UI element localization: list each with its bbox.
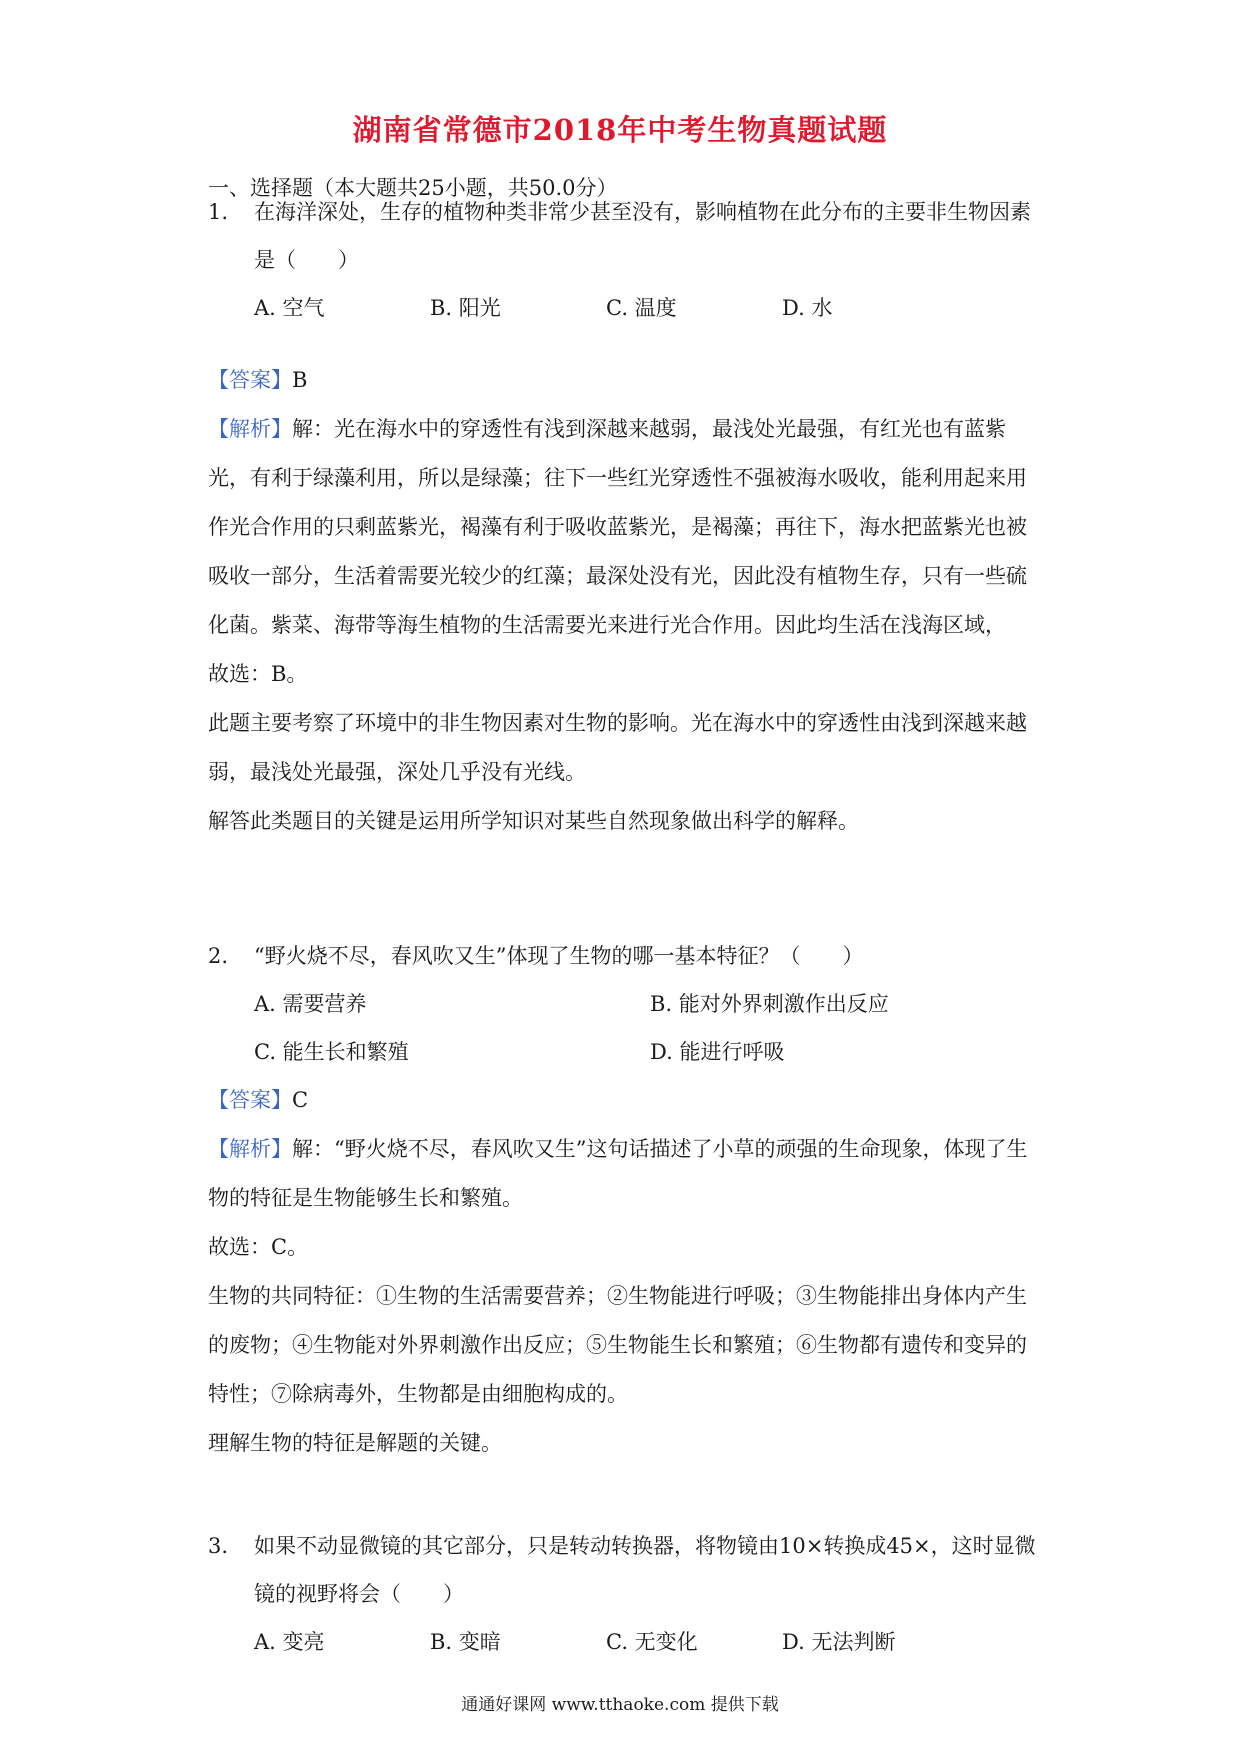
option-a: A. 空气 (254, 296, 325, 320)
answer-label: 【答案】 (208, 1088, 292, 1112)
question-number: 1. (208, 200, 229, 224)
option-b: B. 能对外界刺激作出反应 (650, 992, 889, 1016)
note-paragraph: 解答此类题目的关键是运用所学知识对某些自然现象做出科学的解释。 (208, 809, 859, 833)
option-b: B. 变暗 (430, 1630, 501, 1654)
answer-label: 【答案】 (208, 368, 292, 392)
question-1 (208, 188, 1038, 332)
question-number: 2. (208, 944, 229, 968)
analysis-label: 【解析】 (208, 1137, 292, 1161)
analysis-text: 【解析】解：光在海水中的穿透性有浅到深越来越弱，最浅处光最强，有红光也有蓝紫光，有利于绿藻利用，所以是绿藻；往下一些红光穿透性不强被海水吸收，能利用起来用作光合作用的只剩蓝紫光，褐藻有利于吸收蓝紫光，是褐藻；再往下，海水把蓝紫光也被吸收一部分，生活着需要光较少的红藻；最深处没有光，因此没有植物生存，只有一些硫化菌。紫菜、海带等海生植物的生活需要光来进行光合作用。因此均生活在浅海区域， (208, 417, 1027, 637)
choice-line: 故选：C。 (208, 1235, 309, 1259)
option-c: C. 无变化 (606, 1630, 698, 1654)
option-b: B. 阳光 (430, 296, 501, 320)
options-row (254, 980, 1038, 1028)
note-paragraph: 理解生物的特征是解题的关键。 (208, 1431, 502, 1455)
question-stem: “野火烧不尽，春风吹又生”体现了生物的哪一基本特征？（ ） (254, 944, 864, 968)
option-a: A. 需要营养 (254, 992, 367, 1016)
option-d: D. 水 (782, 296, 833, 320)
option-c: C. 能生长和繁殖 (254, 1040, 409, 1064)
question-stem: 在海洋深处，生存的植物种类非常少甚至没有，影响植物在此分布的主要非生物因素是（ ） (254, 200, 1031, 272)
page-footer: 通通好课网 www.tthaoke.com 提供下载 (461, 1695, 779, 1715)
answer-block-2 (208, 1076, 1038, 1468)
question-number: 3. (208, 1534, 229, 1558)
note-paragraph: 生物的共同特征：①生物的生活需要营养；②生物能进行呼吸；③生物能排出身体内产生的废物；④生物能对外界刺激作出反应；⑤生物能生长和繁殖；⑥生物都有遗传和变异的特性；⑦除病毒外，生物都是由细胞构成的。 (208, 1284, 1027, 1406)
answer-line (208, 356, 1038, 405)
choice-line: 故选：B。 (208, 662, 308, 686)
answer-value: B (292, 368, 308, 392)
options-row (254, 1028, 1038, 1076)
analysis-label: 【解析】 (208, 417, 292, 441)
section-heading: 一、选择题（本大题共25小题，共50.0分） (208, 176, 618, 200)
option-c: C. 温度 (606, 296, 677, 320)
options-row (254, 284, 1038, 332)
question-2 (208, 932, 1038, 1076)
page-title: 湖南省常德市2018年中考生物真题试题 (352, 113, 888, 147)
option-a: A. 变亮 (254, 1630, 325, 1654)
option-d: D. 无法判断 (782, 1630, 896, 1654)
options-row (254, 1618, 1038, 1666)
answer-line (208, 1076, 1038, 1125)
answer-block-1 (208, 356, 1038, 846)
answer-value: C (292, 1088, 309, 1112)
question-3 (208, 1522, 1038, 1666)
option-d: D. 能进行呼吸 (650, 1040, 785, 1064)
note-paragraph: 此题主要考察了环境中的非生物因素对生物的影响。光在海水中的穿透性由浅到深越来越弱，最浅处光最强，深处几乎没有光线。 (208, 711, 1027, 784)
question-stem: 如果不动显微镜的其它部分，只是转动转换器，将物镜由10×转换成45×，这时显微镜的视野将会（ ） (254, 1534, 1036, 1606)
analysis-text: 【解析】解：“野火烧不尽，春风吹又生”这句话描述了小草的顽强的生命现象，体现了生物的特征是生物能够生长和繁殖。 (208, 1137, 1028, 1210)
